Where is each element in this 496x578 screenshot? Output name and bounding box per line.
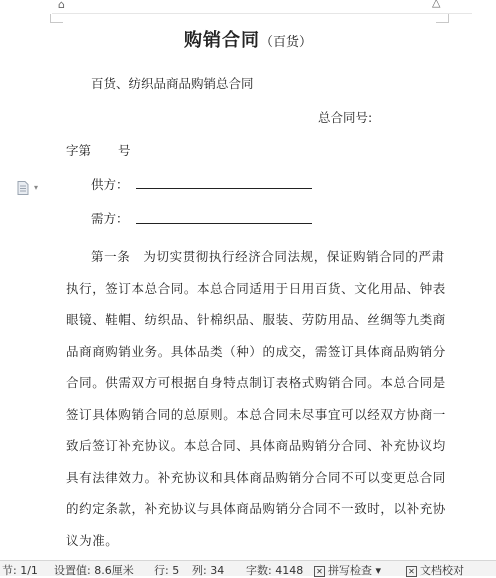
body-line: 签订具体购销合同的总原则。本总合同未尽事宜可以经双方协商一	[66, 406, 446, 422]
body-line: 致后签订补充协议。本总合同、具体商品购销分合同、补充协议均	[66, 438, 446, 453]
doc-proof-label: 文档校对	[420, 564, 464, 577]
body-line: 合同。供需双方可根据自身特点制订表格式购销合同。本总合同是	[66, 375, 446, 390]
doc-proof-button[interactable]	[406, 562, 464, 578]
spell-check-label: 拼写检查	[328, 564, 372, 577]
body-line: 品商商购销业务。具体品类（种）的成交，需签订具体商品购销分	[66, 343, 446, 359]
document-icon[interactable]	[17, 181, 29, 195]
supplier-underline	[136, 188, 312, 189]
window-top-strip	[0, 0, 496, 14]
supplier-label: 供方：	[91, 177, 129, 192]
body-line: 具有法律效力。补充协议和具体商品购销分合同不可以变更总合同	[66, 469, 446, 485]
document-icon-caret[interactable]: ▾	[34, 183, 39, 192]
spell-check-icon: ✕	[314, 566, 325, 577]
body-line: 执行，签订本总合同。本总合同适用于日用百货、文化用品、钟表	[66, 280, 446, 296]
body-line: 议为准。	[66, 532, 119, 548]
status-bar	[0, 560, 496, 576]
buyer-label: 需方：	[91, 211, 129, 226]
intro-line: 百货、纺织品商品购销总合同	[91, 76, 254, 91]
buyer-underline	[136, 223, 312, 224]
status-setting[interactable]: 设置值: 8.6厘米	[54, 564, 134, 577]
body-line: 的约定条款，补充协议与具体商品购销分合同不一致时，以补充协	[66, 501, 446, 516]
indent-marker-icon[interactable]: △	[432, 0, 441, 9]
document-title-sub: （百货）	[259, 35, 312, 50]
zi-label: 字第	[66, 143, 92, 158]
status-row[interactable]: 行: 5	[154, 564, 180, 577]
hao-label: 号	[118, 143, 131, 158]
document-title	[0, 26, 496, 52]
status-section[interactable]: 节: 1/1	[2, 564, 38, 577]
spell-check-caret: ▾	[375, 564, 382, 577]
doc-proof-icon: ✕	[406, 566, 417, 577]
document-title-main: 购销合同	[183, 30, 260, 51]
spell-check-button[interactable]	[314, 562, 381, 578]
body-paragraph	[66, 241, 446, 556]
document-page[interactable]	[0, 14, 496, 560]
body-line: 眼镜、鞋帽、纺织品、针棉织品、服装、劳防用品、丝绸等九类商	[66, 312, 446, 327]
status-col[interactable]: 列: 34	[192, 564, 225, 577]
contract-no-label: 总合同号:	[318, 110, 373, 125]
status-word-count[interactable]: 字数: 4148	[246, 564, 304, 577]
tab-stop-icon[interactable]: ⌂	[58, 0, 65, 11]
body-line: 第一条 为切实贯彻执行经济合同法规，保证购销合同的严肃	[91, 249, 445, 264]
